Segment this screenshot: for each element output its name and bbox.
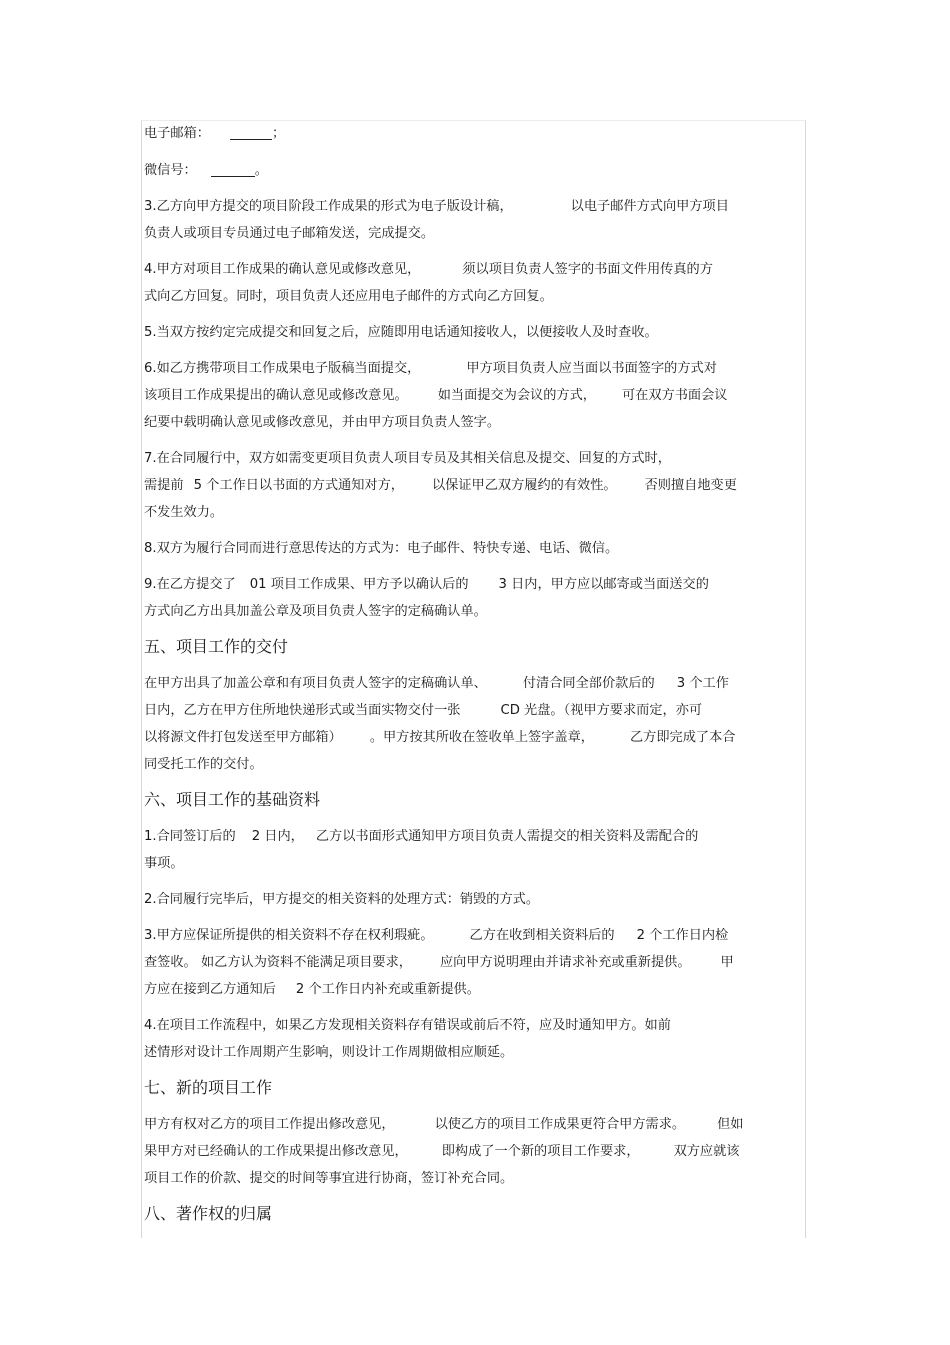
email-end: ； [271,126,286,141]
text-run: 甲方项目负责人应当面以书面签字的方式对 [466,361,717,376]
paragraph-3 [144,193,804,247]
text-run: 不发生效力。 [144,505,224,520]
paragraph-8 [144,535,804,562]
text-run: 项目工作的价款、提交的时间等事宜进行协商，签订补充合同。 [144,1171,514,1186]
section-5-body [144,670,804,778]
wechat-line [144,157,804,184]
text-run: 须以项目负责人签字的书面文件用传真的方 [462,262,713,277]
text-run: 以将源文件打包发送至甲方邮箱） [144,730,342,745]
wechat-blank [211,162,255,177]
section-6-paragraph-2 [144,886,804,913]
text-run: 甲 [720,955,734,970]
text-run: 负责人或项目专员通过电子邮箱发送，完成提交。 [144,226,435,241]
paragraph-4 [144,256,804,310]
section-6-title: 六、项目工作的基础资料 [144,790,321,809]
text-run: CD 光盘。（视甲方要求而定，亦可 [500,703,703,718]
email-line [144,120,804,147]
text-run: 如当面提交为会议的方式， [437,388,596,403]
section-6-paragraph-3 [144,922,804,1003]
text-run: 3 个工作 [676,676,729,691]
text-run: 7.在合同履行中，双方如需变更项目负责人项目专员及其相关信息及提交、回复的方式时， [144,451,671,466]
section-6-paragraph-1 [144,823,804,877]
text-run: 事项。 [144,856,184,871]
text-run: 否则擅自地变更 [644,478,737,493]
text-run: 4.甲方对项目工作成果的确认意见或修改意见， [144,262,421,277]
wechat-label: 微信号： [144,163,197,178]
text-run: 2 日内， [251,829,304,844]
section-6-paragraph-4 [144,1012,804,1066]
text-run: 3 日内，甲方应以邮寄或当面送交的 [498,577,709,592]
text-run: 日内，乙方在甲方住所地快递形式或当面实物交付一张 [144,703,461,718]
paragraph-7 [144,445,804,526]
text-run: 以电子邮件方式向甲方项目 [570,199,729,214]
text-run: 应向甲方说明理由并请求补充或重新提供。 [439,955,691,970]
section-7-title: 七、新的项目工作 [144,1078,273,1097]
email-label: 电子邮箱： [144,126,210,141]
text-run: 该项目工作成果提出的确认意见或修改意见。 [144,388,408,403]
text-run: 但如 [717,1117,744,1132]
paragraph-5 [144,319,804,346]
text-run: 以保证甲乙双方履约的有效性。 [431,478,617,493]
text-run: 1.合同签订后的 [144,829,236,844]
text-run: 需提前 [144,478,184,493]
text-run: 方应在接到乙方通知后 [144,982,276,997]
section-7-body [144,1111,804,1192]
paragraph-9 [144,571,804,625]
text-run: 5 个工作日以书面的方式通知对方， [193,478,404,493]
text-run: 果甲方对已经确认的工作成果提出修改意见， [144,1144,408,1159]
text-run: 3.甲方应保证所提供的相关资料不存在权利瑕疵。 [144,928,434,943]
text-run: 可在双方书面会议 [622,388,728,403]
text-run: 方式向乙方出具加盖公章及项目负责人签字的定稿确认单。 [144,604,487,619]
text-run: 乙方以书面形式通知甲方项目负责人需提交的相关资料及需配合的 [315,829,699,844]
text-run: 述情形对设计工作周期产生影响，则设计工作周期做相应顺延。 [144,1045,514,1060]
text-run: 付清合同全部价款后的 [522,676,655,691]
text-run: 即构成了一个新的项目工作要求， [441,1144,640,1159]
text-run: 01 项目工作成果、甲方予以确认后的 [249,577,469,592]
section-8-title: 八、著作权的归属 [144,1204,273,1223]
text-run: 2 个工作日内检 [636,928,729,943]
wechat-end: 。 [254,163,268,178]
text-run: 2 个工作日内补充或重新提供。 [295,982,480,997]
text-run: 双方应就该 [673,1144,740,1159]
email-blank [230,125,272,140]
document-body [144,120,804,1237]
text-run: 查签收。 如乙方认为资料不能满足项目要求， [144,955,412,970]
text-run: 8.双方为履行合同而进行意思传达的方式为：电子邮件、特快专递、电话、微信。 [144,541,619,556]
section-5-title: 五、项目工作的交付 [144,637,289,656]
text-run: 乙方即完成了本合 [630,730,736,745]
text-run: 5.当双方按约定完成提交和回复之后，应随即用电话通知接收人，以便接收人及时查收。 [144,325,658,340]
text-run: 甲方有权对乙方的项目工作提出修改意见， [144,1117,395,1132]
text-run: 同受托工作的交付。 [144,757,263,772]
text-run: 4.在项目工作流程中，如果乙方发现相关资料存有错误或前后不符，应及时通知甲方。如前 [144,1018,671,1033]
text-run: 纪要中载明确认意见或修改意见，并由甲方项目负责人签字。 [144,415,501,430]
paragraph-6 [144,355,804,436]
text-run: 6.如乙方携带项目工作成果电子版稿当面提交， [144,361,421,376]
text-run: 9.在乙方提交了 [144,577,236,592]
text-run: 乙方在收到相关资料后的 [469,928,615,943]
text-run: 2.合同履行完毕后，甲方提交的相关资料的处理方式：销毁的方式。 [144,892,540,907]
text-run: 3.乙方向甲方提交的项目阶段工作成果的形式为电子版设计稿， [144,199,513,214]
text-run: 在甲方出具了加盖公章和有项目负责人签字的定稿确认单、 [144,676,487,691]
text-run: 式向乙方回复。同时，项目负责人还应用电子邮件的方式向乙方回复。 [144,289,553,304]
text-run: 以使乙方的项目工作成果更符合甲方需求。 [434,1117,686,1132]
text-run: 。甲方按其所收在签收单上签字盖章， [369,730,594,745]
